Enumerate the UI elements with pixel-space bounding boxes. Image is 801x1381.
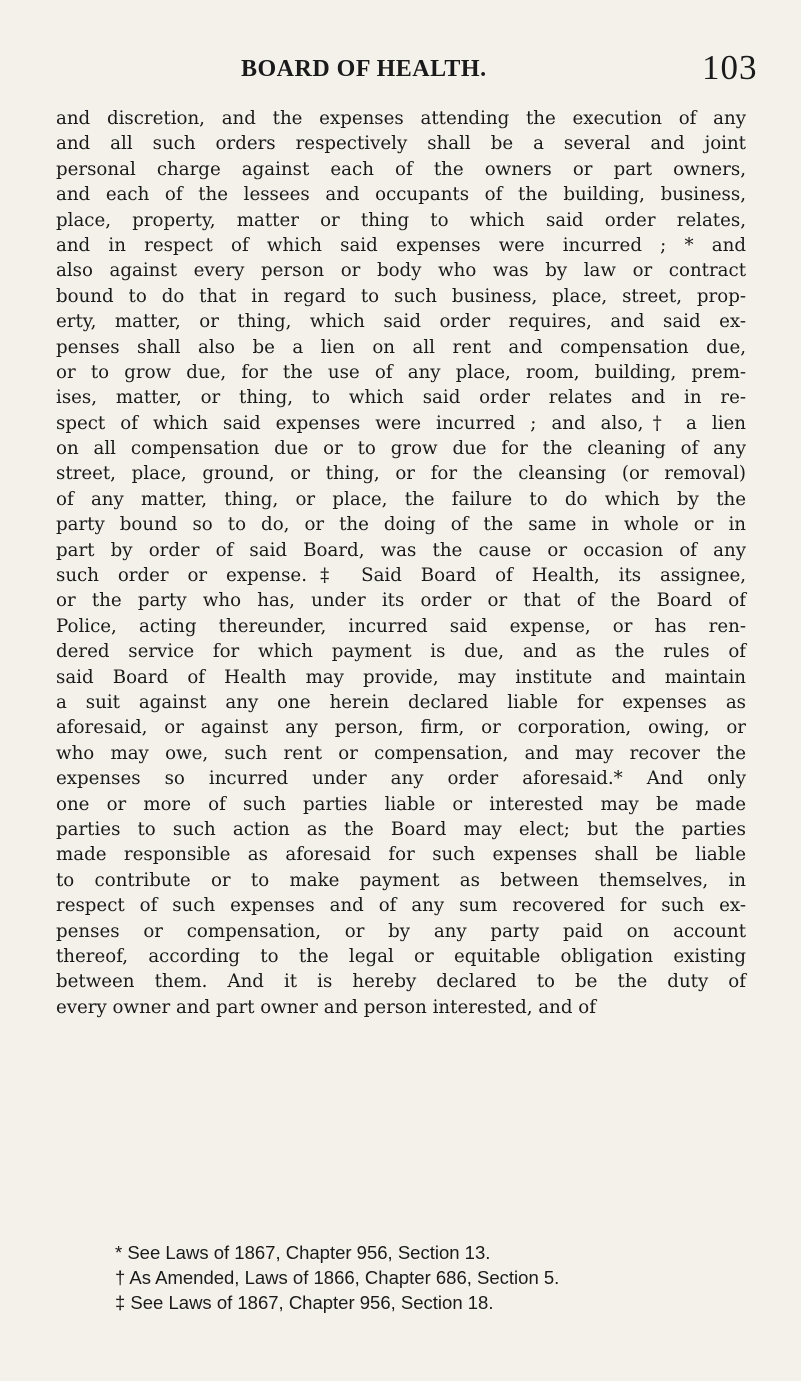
text-line: every owner and part owner and person interested, and of xyxy=(56,996,596,1018)
text-line: between them. And it is hereby declared to be the duty of xyxy=(56,971,746,993)
text-line: penses shall also be a lien on all rent and compensation due, xyxy=(56,336,746,358)
page-number: 103 xyxy=(702,48,758,87)
text-line: who may owe, such rent or compensation, and may recover the xyxy=(56,742,746,764)
body-text xyxy=(56,106,746,1020)
text-line: bound to do that in regard to such business, place, street, prop- xyxy=(56,285,746,307)
footnotes xyxy=(115,1240,735,1315)
text-line: thereof, according to the legal or equitable obligation existing xyxy=(56,945,746,967)
footnote: * See Laws of 1867, Chapter 956, Section 13. xyxy=(115,1242,491,1263)
text-line: part by order of said Board, was the cause or occasion of any xyxy=(56,539,746,561)
text-line: Police, acting thereunder, incurred said expense, or has ren- xyxy=(56,615,746,637)
text-line: and in respect of which said expenses were incurred ; * and xyxy=(56,234,746,256)
text-line: such order or expense.‡ Said Board of Health, its assignee, xyxy=(56,565,746,587)
text-line: street, place, ground, or thing, or for the cleansing (or removal) xyxy=(56,463,746,485)
text-line: a suit against any one herein declared liable for expenses as xyxy=(56,691,746,713)
text-line: parties to such action as the Board may elect; but the parties xyxy=(56,818,746,840)
text-line: or to grow due, for the use of any place, room, building, prem- xyxy=(56,361,746,383)
text-line: or the party who has, under its order or that of the Board of xyxy=(56,590,746,612)
text-line: to contribute or to make payment as between themselves, in xyxy=(56,869,746,891)
text-line: and all such orders respectively shall be a several and joint xyxy=(56,133,746,155)
text-line: place, property, matter or thing to which said order relates, xyxy=(56,209,746,231)
text-line: and each of the lessees and occupants of the building, business, xyxy=(56,184,746,206)
text-line: said Board of Health may provide, may institute and maintain xyxy=(56,666,746,688)
text-line: dered service for which payment is due, and as the rules of xyxy=(56,641,746,663)
text-line: made responsible as aforesaid for such expenses shall be liable xyxy=(56,844,746,866)
text-line: expenses so incurred under any order aforesaid.* And only xyxy=(56,768,746,790)
text-line: one or more of such parties liable or interested may be made xyxy=(56,793,746,815)
text-line: party bound so to do, or the doing of the same in whole or in xyxy=(56,514,746,536)
text-line: respect of such expenses and of any sum recovered for such ex- xyxy=(56,895,746,917)
text-line: of any matter, thing, or place, the failure to do which by the xyxy=(56,488,746,510)
text-line: on all compensation due or to grow due for the cleaning of any xyxy=(56,438,746,460)
text-line: penses or compensation, or by any party paid on account xyxy=(56,920,746,942)
text-line: spect of which said expenses were incurred ; and also,† a lien xyxy=(56,412,746,434)
text-line: personal charge against each of the owners or part owners, xyxy=(56,158,746,180)
footnote: † As Amended, Laws of 1866, Chapter 686, Section 5. xyxy=(115,1267,560,1288)
text-line: and discretion, and the expenses attending the execution of any xyxy=(56,108,746,129)
text-line: aforesaid, or against any person, firm, or corporation, owing, or xyxy=(56,717,746,739)
running-head xyxy=(0,48,801,88)
text-line: erty, matter, or thing, which said order requires, and said ex- xyxy=(56,311,746,333)
running-title: BOARD OF HEALTH. xyxy=(241,56,487,82)
text-line: ises, matter, or thing, to which said order relates and in re- xyxy=(56,387,746,409)
text-line: also against every person or body who was by law or contract xyxy=(56,260,746,282)
footnote: ‡ See Laws of 1867, Chapter 956, Section 18. xyxy=(115,1292,494,1313)
